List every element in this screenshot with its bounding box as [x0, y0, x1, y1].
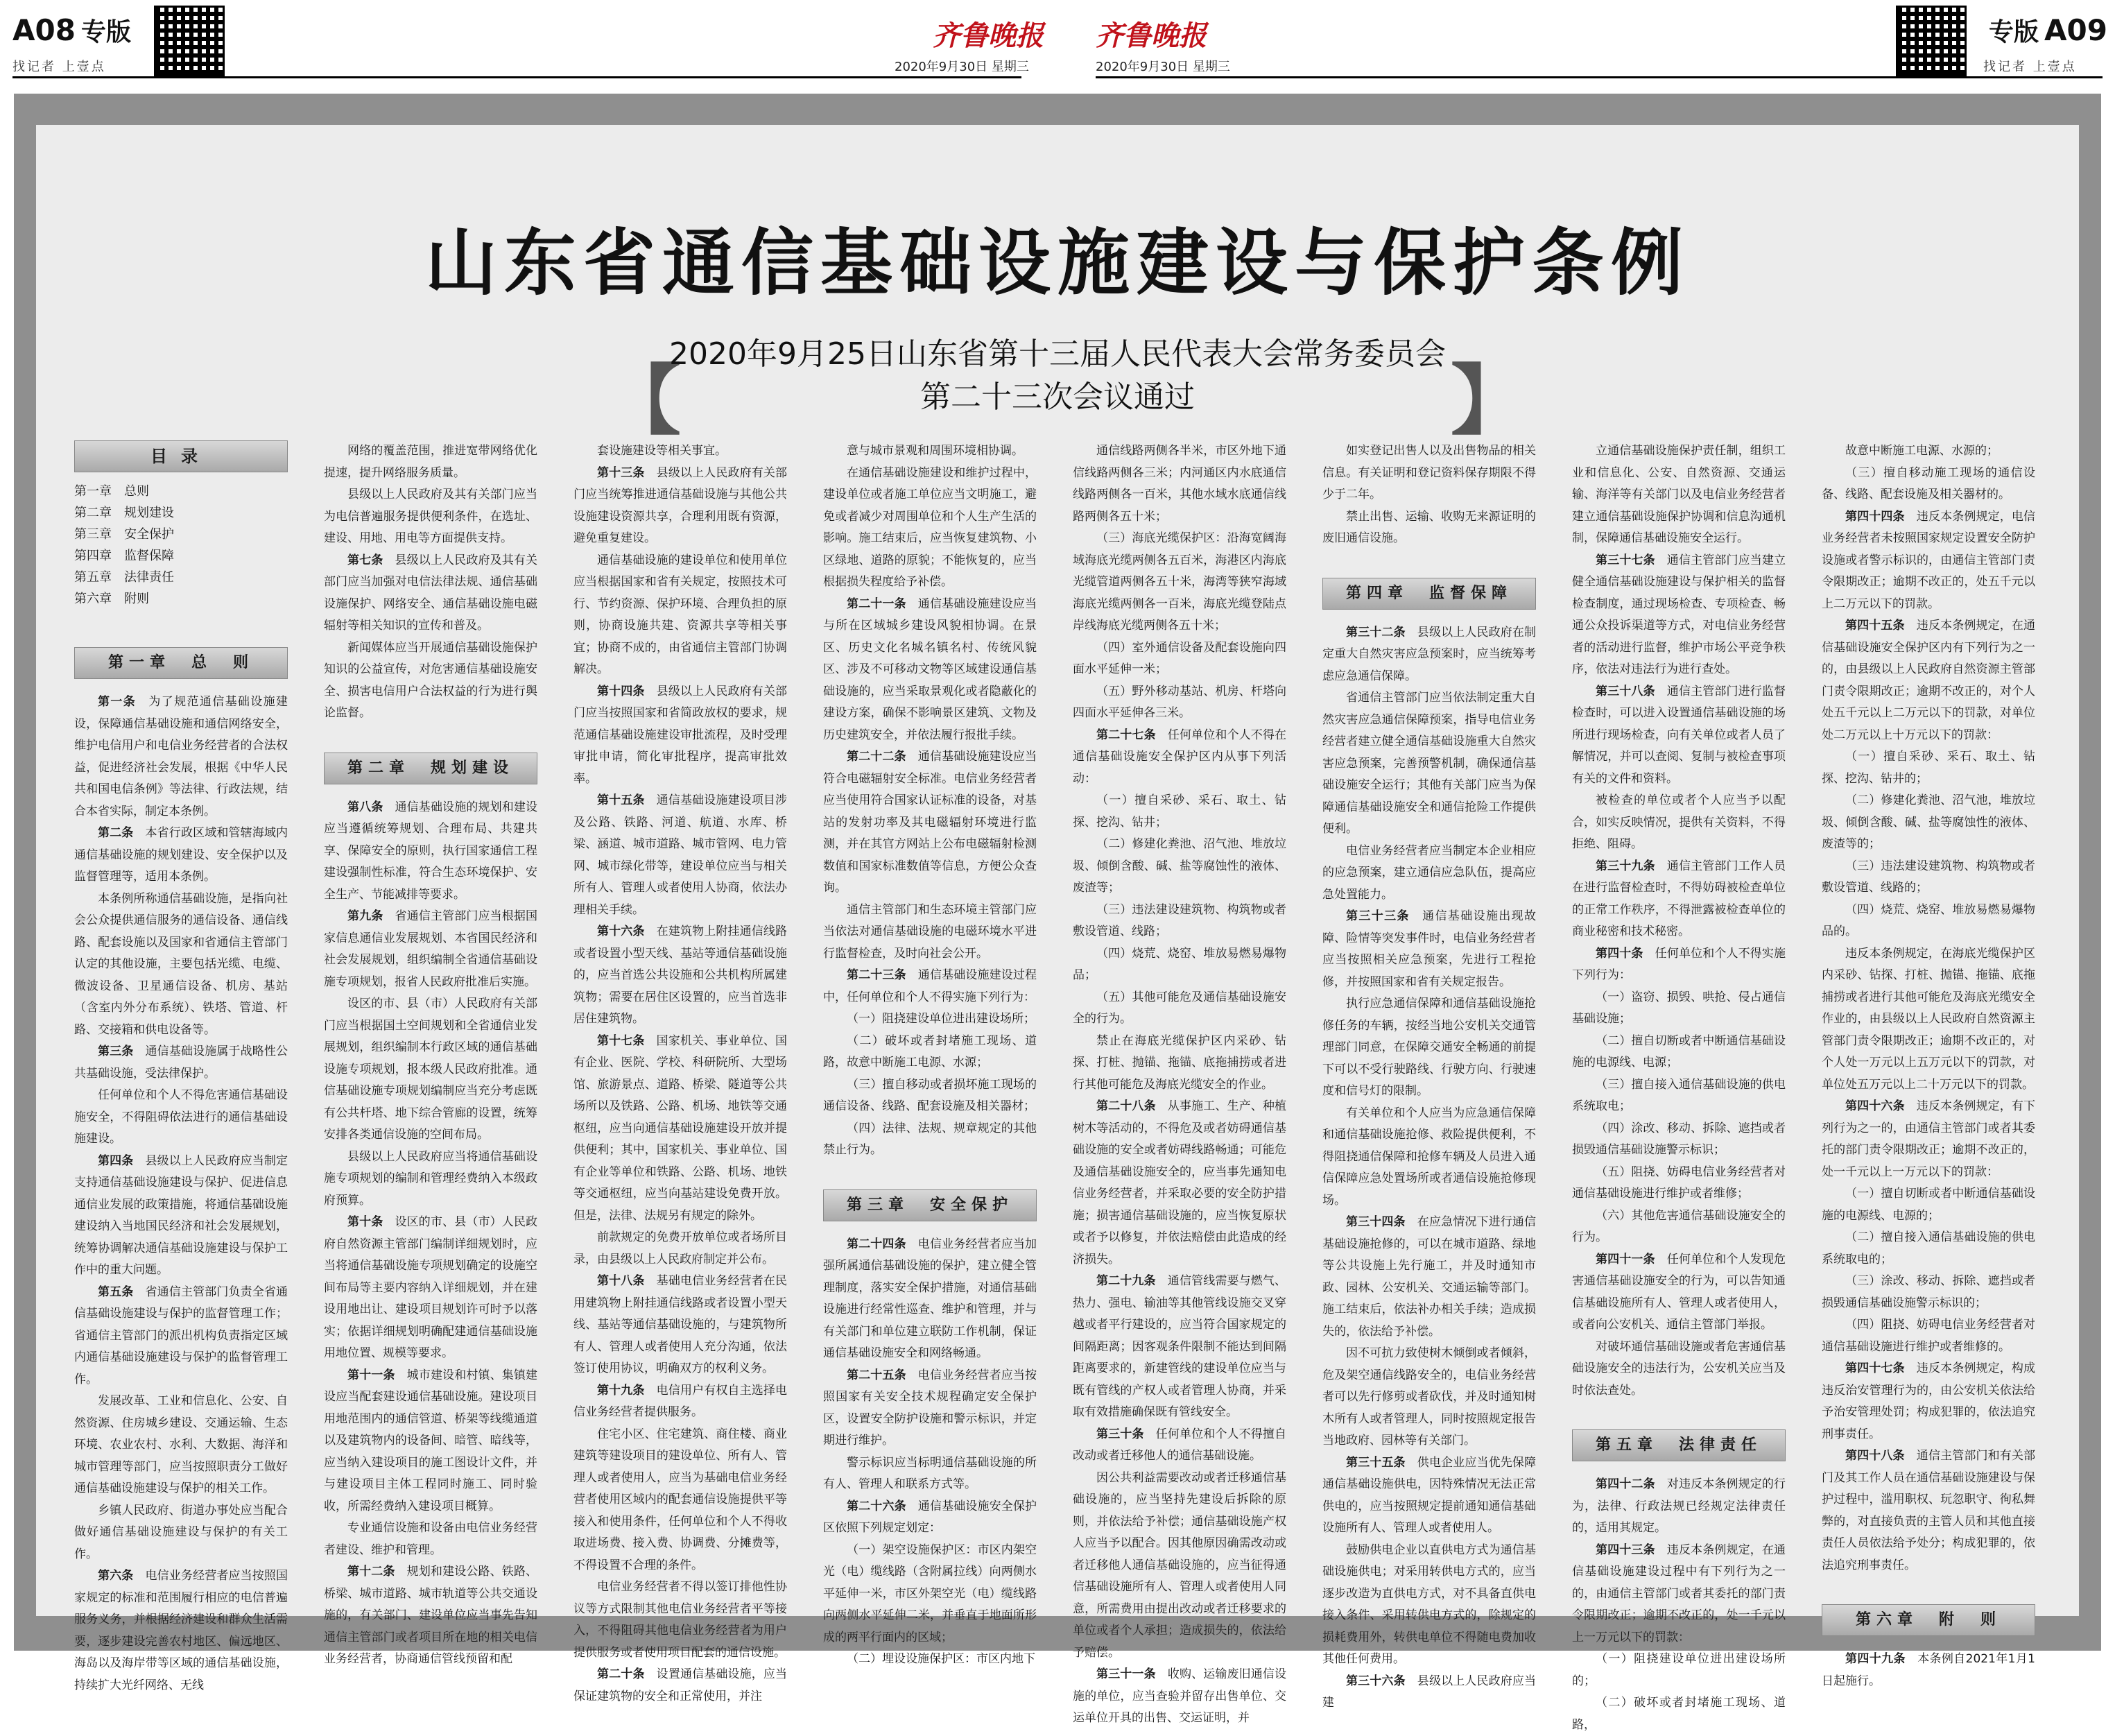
paragraph: 第四十一条 任何单位和个人发现危害通信基础设施安全的行为，可以告知通信基础设施所有人、管理人或者使用人，或者向公安机关、通信主管部门举报。 [1572, 1252, 1786, 1332]
paragraph: （三）海底光缆保护区：沿海宽阔海域海底光缆两侧各五百米，海港区内海底光缆管道两侧各五十米，海湾等狭窄海域海底光缆两侧各一百米，海底光缆登陆点岸线海底光缆两侧各五十米； [1073, 531, 1286, 633]
article-title: 山东省通信基础设施建设与保护条例 [424, 221, 1690, 305]
paragraph: 第三十二条 县级以上人民政府在制定重大自然灾害应急预案时，应当统筹考虑应急通信保障。 [1322, 625, 1537, 683]
paragraph: （三）违法建设建筑物、构筑物或者敷设管道、线路的； [1822, 859, 2035, 895]
paragraph: 第九条 省通信主管部门应当根据国家信息通信业发展规划、本省国民经济和社会发展规划，组织编制全省通信基础设施专项规划，报省人民政府批准后实施。 [324, 909, 538, 989]
right-page-number: 专版 A09 [1989, 13, 2107, 47]
paragraph: （五）其他可能危及通信基础设施安全的行为。 [1073, 990, 1286, 1026]
article-subtitle [36, 333, 2079, 419]
column-text [324, 797, 537, 1671]
left-date: 2020年9月30日 星期三 [895, 60, 1029, 74]
right-date: 2020年9月30日 星期三 [1096, 60, 1230, 74]
paragraph: （二）擅自切断或者中断通信基础设施的电源线、电源； [1572, 1033, 1786, 1069]
paragraph: 因公共利益需要改动或者迁移通信基础设施的，应当坚持先建设后拆除的原则，并依法给予补偿；通信基础设施产权人应当予以配合。因其他原因确需改动或者迁移他人通信基础设施的，应当征得通信基础设施所有人、管理人或者使用人同意，所需费用由提出改动或者迁移要求的单位或者个人承担；造成损失的，依法给予赔偿。 [1073, 1470, 1286, 1660]
paragraph: （一）擅自采砂、采石、取土、钻探、挖沟、钻井； [1073, 793, 1286, 830]
paragraph: 第三十三条 通信基础设施出现故障、险情等突发事件时，电信业务经营者应当按照相关应急预案，先进行工程抢修，并按照国家和省有关规定报告。 [1322, 909, 1537, 989]
paragraph: （三）涂改、移动、拆除、遮挡或者损毁通信基础设施警示标识的； [1822, 1274, 2035, 1310]
column-3 [573, 440, 788, 1703]
paragraph: （三）擅自接入通信基础设施的供电系统取电； [1572, 1077, 1786, 1113]
column-4 [823, 440, 1037, 1666]
toc-item: 第三章 安全保护 [74, 527, 174, 542]
paragraph: 网络的覆盖范围，推进宽带网络优化提速，提升网络服务质量。 [324, 444, 537, 480]
paragraph: 第六条 电信业务经营者应当按照国家规定的标准和范围履行相应的电信普遍服务义务，并根据经济建设和群众生活需要，逐步建设完善农村地区、偏远地区、海岛以及海岸带等区域的通信基础设施，持续扩大光纤网络、无线 [74, 1569, 288, 1692]
paragraph: 第五条 省通信主管部门负责全省通信基础设施建设与保护的监督管理工作；省通信主管部门的派出机构负责指定区域内通信基础设施建设与保护的监督管理工作。 [74, 1284, 288, 1386]
paragraph: 第二十四条 电信业务经营者应当加强所属通信基础设施的保护，建立健全管理制度，落实安全保护措施，对通信基础设施进行经常性巡查、维护和管理，并与有关部门和单位建立联防工作机制，保证通信基础设施安全和网络畅通。 [823, 1237, 1037, 1360]
paragraph: （一）擅自切断或者中断通信基础设施的电源线、电源的； [1822, 1187, 2035, 1223]
chapter-heading: 第四章 监督保障 [1322, 578, 1536, 610]
paragraph: 第二十八条 从事施工、生产、种植树木等活动的，不得危及或者妨碍通信基础设施的安全或者妨碍线路畅通；可能危及通信基础设施安全的，应当事先通知电信业务经营者，并采取必要的安全防护措施；损害通信基础设施的，应当恢复原状或者予以修复，并依法赔偿由此造成的经济损失。 [1073, 1099, 1287, 1266]
paragraph: 第二十一条 通信基础设施建设应当与所在区域城乡建设风貌相协调。在景区、历史文化名城名镇名村、传统风貌区、涉及不可移动文物等区域建设通信基础设施的，应当采取景观化或者隐蔽化的建设方案，确保不影响景区建筑、文物及历史建筑安全，并依法履行报批手续。 [823, 596, 1037, 742]
chapter-heading: 第二章 规划建设 [324, 753, 537, 784]
paragraph: （一）架空设施保护区：市区内架空光（电）缆线路（含附属拉线）向两侧水平延伸一米，市区外架空光（电）缆线路向两侧水平延伸二米，并垂直于地面所形成的两平行面内的区域； [823, 1542, 1037, 1644]
column-text [823, 440, 1037, 1162]
left-page-number: A08 专版 [12, 13, 131, 47]
qr-code-icon [154, 6, 225, 76]
paragraph: 发展改革、工业和信息化、公安、自然资源、住房城乡建设、交通运输、生态环境、农业农村、水利、大数据、海洋和城市管理等部门，应当按照职责分工做好通信基础设施建设与保护的相关工作。 [74, 1394, 288, 1495]
column-text [573, 440, 787, 1708]
toc-item: 第六章 附则 [74, 592, 149, 606]
paragraph: 对破坏通信基础设施或者危害通信基础设施安全的违法行为，公安机关应当及时依法查处。 [1572, 1339, 1786, 1398]
paragraph: （二）擅自接入通信基础设施的供电系统取电的； [1822, 1230, 2035, 1266]
page-header [0, 0, 2115, 90]
paragraph: 第四十条 任何单位和个人不得实施下列行为： [1572, 946, 1786, 982]
paragraph: 第三十七条 通信主管部门应当建立健全通信基础设施建设与保护相关的监督检查制度，通过现场检查、专项检查、畅通公众投诉渠道等方式，对电信业务经营者的活动进行监督，维护市场公平竞争秩序，依法对违法行为进行查处。 [1572, 553, 1786, 676]
paragraph: （一）阻挠建设单位进出建设场所； [847, 1012, 1035, 1026]
paragraph: 执行应急通信保障和通信基础设施抢修任务的车辆，按经当地公安机关交通管理部门同意，在保障交通安全畅通的前提下可以不受行驶路线、行驶方向、行驶速度和信号灯的限制。 [1322, 997, 1536, 1098]
paragraph: 鼓励供电企业以直供电方式为通信基础设施供电；对采用转供电方式的，应当逐步改造为直供电方式，对不具备直供电接入条件、采用转供电方式的，除规定的损耗费用外，转供电单位不得随电费加收其他任何费用。 [1322, 1542, 1536, 1666]
column-text [1572, 440, 1786, 1402]
column-text [74, 691, 288, 1696]
paragraph: 通信基础设施的建设单位和使用单位应当根据国家和省有关规定，按照技术可行、节约资源、保护环境、合理负担的原则，协商设施共建、资源共享等相关事宜；协商不成的，由省通信主管部门协调解决。 [573, 553, 787, 676]
paragraph: （四）涂改、移动、拆除、遮挡或者损毁通信基础设施警示标识； [1572, 1121, 1786, 1157]
paragraph: 第三十条 任何单位和个人不得擅自改动或者迁移他人的通信基础设施。 [1073, 1427, 1287, 1463]
column-2 [324, 440, 538, 1666]
paragraph: 乡镇人民政府、街道办事处应当配合做好通信基础设施建设与保护的有关工作。 [74, 1503, 288, 1561]
header-rule [1096, 76, 2103, 78]
subtitle-line: 2020年9月25日山东省第十三届人民代表大会常务委员会 [669, 336, 1446, 372]
paragraph: 新闻媒体应当开展通信基础设施保护知识的公益宣传，对危害通信基础设施安全、损害电信用户合法权益的行为进行舆论监督。 [324, 640, 537, 720]
paragraph: 第七条 县级以上人民政府及其有关部门应当加强对电信法律法规、通信基础设施保护、网络安全、通信基础设施电磁辐射等相关知识的宣传和普及。 [324, 553, 538, 633]
chapter-heading: 第六章 附 则 [1822, 1604, 2035, 1636]
paragraph: 第二十二条 通信基础设施建设应当符合电磁辐射安全标准。电信业务经营者应当使用符合国家认证标准的设备，对基站的发射功率及其电磁辐射环境进行监测，并在其官方网站上公布电磁辐射检测数值和国家标准数值等信息，方便公众查询。 [823, 750, 1037, 895]
paragraph: 县级以上人民政府应当将通信基础设施专项规划的编制和管理经费纳入本级政府预算。 [324, 1149, 537, 1208]
table-of-contents [74, 481, 288, 610]
paragraph: 套设施建设等相关事宜。 [597, 444, 727, 458]
paragraph: （五）阻挠、妨碍电信业务经营者对通信基础设施进行维护或者维修； [1572, 1165, 1786, 1201]
toc-heading: 目录 [74, 440, 288, 472]
chapter-heading: 第五章 法律责任 [1572, 1429, 1786, 1461]
paragraph: 任何单位和个人不得危害通信基础设施安全，不得阻碍依法进行的通信基础设施建设。 [74, 1088, 288, 1146]
paragraph: 第二十六条 通信基础设施安全保护区依照下列规定划定： [823, 1499, 1037, 1535]
column-text [1822, 440, 2035, 1576]
paragraph: （一）擅自采砂、采石、取土、钻探、挖沟、钻井的； [1822, 750, 2035, 786]
chapter-heading: 第三章 安全保护 [823, 1189, 1037, 1221]
paragraph: 设区的市、县（市）人民政府有关部门应当根据国土空间规划和全省通信业发展规划，组织编制本行政区域的通信基础设施专项规划，报本级人民政府批准。通信基础设施专项规划编制应当充分考虑既有公共杆塔、地下综合管廊的设置，统筹安排各类通信设施的空间布局。 [324, 997, 537, 1142]
column-text [1572, 1474, 1786, 1736]
paragraph: （四）法律、法规、规章规定的其他禁止行为。 [823, 1121, 1037, 1157]
paragraph: 电信业务经营者不得以签订排他性协议等方式限制其他电信业务经营者平等接入，不得阻碍其他电信业务经营者为用户提供服务或者使用项目配套的通信设施。 [573, 1580, 787, 1660]
paragraph: （二）埋设设施保护区：市区内地下 [847, 1652, 1035, 1666]
paragraph: （三）违法建设建筑物、构筑物或者敷设管道、线路； [1073, 902, 1286, 938]
article-columns [74, 440, 2044, 1732]
paragraph: 第十六条 在建筑物上附挂通信线路或者设置小型天线、基站等通信基础设施的，应当首选公共设施和公共机构所属建筑物；需要在居住区设置的，应当首选非居住建筑物。 [573, 925, 788, 1026]
paragraph: 通信线路两侧各半米，市区外地下通信线路两侧各三米；内河通区内水底通信线路两侧各一百米，其他水域水底通信线路两侧各五十米； [1073, 444, 1286, 524]
paragraph: 第三十一条 收购、运输废旧通信设施的单位，应当查验并留存出售单位、交运单位开具的出售、交运证明，并 [1073, 1667, 1287, 1725]
paragraph: 因不可抗力致使树木倾倒或者倾斜，危及架空通信线路安全的，电信业务经营者可以先行修剪或者砍伐，并及时通知树木所有人或者管理人，同时按照规定报告当地政府、园林等有关部门。 [1322, 1346, 1536, 1447]
paragraph: 第三十五条 供电企业应当优先保障通信基础设施供电，因特殊情况无法正常供电的，应当按照规定提前通知通信基础设施所有人、管理人或者使用人。 [1322, 1455, 1537, 1535]
right-subtext: 找记者 上壹点 [1983, 60, 2077, 74]
paragraph: 住宅小区、住宅建筑、商住楼、商业建筑等建设项目的建设单位、所有人、管理人或者使用人，应当为基础电信业务经营者使用区域内的配套通信设施提供平等接入和使用条件，任何单位和个人不得收取进场费、接入费、协调费、分摊费等，不得设置不合理的条件。 [573, 1427, 787, 1572]
paragraph: （二）破坏或者封堵施工现场、道路，故意中断施工电源、水源； [823, 1033, 1037, 1069]
paragraph: 违反本条例规定，在海底光缆保护区内采砂、钻探、打桩、抛锚、拖锚、底拖捕捞或者进行其他可能危及海底光缆安全作业的，由县级以上人民政府自然资源主管部门责令限期改正；逾期不改正的，对个人处一万元以上五万元以下的罚款，对单位处五万元以上二十万元以下的罚款。 [1822, 946, 2035, 1092]
paragraph: 如实登记出售人以及出售物品的相关信息。有关证明和登记资料保存期限不得少于二年。 [1322, 444, 1536, 501]
paragraph: （四）烧荒、烧窑、堆放易燃易爆物品的。 [1822, 902, 2035, 938]
paragraph: （二）破坏或者封堵施工现场、道路， [1572, 1696, 1786, 1732]
paragraph: 第四十六条 违反本条例规定，有下列行为之一的，由通信主管部门或者其委托的部门责令限期改正；逾期不改正的，处一千元以上一万元以下的罚款： [1822, 1099, 2036, 1179]
paragraph: 第十条 设区的市、县（市）人民政府自然资源主管部门编制详细规划时，应当将通信基础设施专项规划确定的设施空间布局等主要内容纳入详细规划，并在建设用地出让、建设项目规划许可时予以落实；依据详细规划明确配建通信基础设施用地位置、规模等要求。 [324, 1215, 538, 1360]
column-6 [1322, 440, 1537, 1710]
paragraph: 第十三条 县级以上人民政府有关部门应当统筹推进通信基础设施与其他公共设施建设资源共享，合理利用既有资源，避免重复建设。 [573, 465, 788, 545]
paragraph: 第四十八条 通信主管部门和有关部门及其工作人员在通信基础设施建设与保护过程中，滥用职权、玩忽职守、徇私舞弊的，对直接负责的主管人员和其他直接责任人员依法给予处分；构成犯罪的，依法追究刑事责任。 [1822, 1449, 2036, 1572]
column-7 [1572, 440, 1786, 1732]
left-subtext: 找记者 上壹点 [12, 60, 106, 74]
paragraph: 第四十三条 违反本条例规定，在通信基础设施建设过程中有下列行为之一的，由通信主管部门或者其委托的部门责令限期改正；逾期不改正的，处一千元以上一万元以下的罚款： [1572, 1542, 1786, 1644]
paragraph: 有关单位和个人应当为应急通信保障和通信基础设施抢修、救险提供便利，不得阻挠通信保障和抢修车辆及人员进入通信保障应急处置场所或者通信设施抢修现场。 [1322, 1106, 1536, 1208]
paragraph: （三）擅自移动施工现场的通信设备、线路、配套设施及相关器材的。 [1822, 465, 2035, 501]
paragraph: 第二十七条 任何单位和个人不得在通信基础设施安全保护区内从事下列活动： [1073, 728, 1287, 786]
paragraph: （一）阻挠建设单位进出建设场所的； [1572, 1652, 1786, 1688]
paragraph: 被检查的单位或者个人应当予以配合，如实反映情况，提供有关资料，不得拒绝、阻碍。 [1572, 793, 1786, 851]
paragraph: 第十八条 基础电信业务经营者在民用建筑物上附挂通信线路或者设置小型天线、基站等通信基础设施的，与建筑物所有人、管理人或者使用人充分沟通，依法签订使用协议，明确双方的权利义务。 [573, 1274, 788, 1375]
paragraph: 前款规定的免费开放单位或者场所目录，由县级以上人民政府制定并公布。 [573, 1230, 787, 1266]
paragraph: 省通信主管部门应当依法制定重大自然灾害应急通信保障预案，指导电信业务经营者建立健全通信基础设施重大自然灾害应急预案，完善预警机制，确保通信基础设施安全运行；其他有关部门应当为保障通信基础设施安全和通信抢险工作提供便利。 [1322, 691, 1536, 836]
toc-item: 第一章 总则 [74, 484, 149, 499]
paragraph: 第三十四条 在应急情况下进行通信基础设施抢修的，可以在城市道路、绿地等公共设施上先行施工，并及时通知市政、园林、公安机关、交通运输等部门。施工结束后，依法补办相关手续；造成损失的，依法给予补偿。 [1322, 1215, 1537, 1339]
paragraph: （四）阻挠、妨碍电信业务经营者对通信基础设施进行维护或者维修的。 [1822, 1318, 2035, 1354]
column-text [823, 1234, 1037, 1671]
column-text [324, 440, 537, 725]
column-5 [1073, 440, 1287, 1725]
paragraph: 第十九条 电信用户有权自主选择电信业务经营者提供服务。 [573, 1383, 788, 1419]
paragraph: 第二十条 设置通信基础设施，应当保证建筑物的安全和正常使用，并注 [573, 1667, 788, 1703]
toc-item: 第四章 监督保障 [74, 549, 174, 563]
toc-item: 第五章 法律责任 [74, 570, 174, 585]
paragraph: 在通信基础设施建设和维护过程中，建设单位或者施工单位应当文明施工，避免或者减少对周围单位和个人生产生活的影响。施工结束后，应当恢复建筑物、小区绿地、道路的原貌；不能恢复的，应当根据损失程度给予补偿。 [823, 465, 1037, 589]
paragraph: 立通信基础设施保护责任制，组织工业和信息化、公安、自然资源、交通运输、海洋等有关部门以及电信业务经营者建立通信基础设施保护协调和信息沟通机制，保障通信基础设施安全运行。 [1572, 444, 1786, 545]
bracket-left: 【 [605, 356, 681, 445]
paragraph: 第二十九条 通信管线需要与燃气、热力、强电、输油等其他管线设施交叉穿越或者平行建设的，应当符合国家规定的间隔距离；因客观条件限制不能达到间隔距离要求的，新建管线的建设单位应当与既有管线的产权人或者管理人协商，并采取有效措施确保既有管线安全。 [1073, 1274, 1287, 1419]
paragraph: 第三条 通信基础设施属于战略性公共基础设施，受法律保护。 [74, 1045, 288, 1081]
paragraph: 电信业务经营者应当制定本企业相应的应急预案，建立通信应急队伍，提高应急处置能力。 [1322, 843, 1536, 902]
paragraph: 第八条 通信基础设施的规划和建设应当遵循统筹规划、合理布局、共建共享、保障安全的原则，执行国家通信工程建设强制性标准，符合生态环境保护、安全生产、节能减排等要求。 [324, 800, 538, 902]
paragraph: （六）其他危害通信基础设施安全的行为。 [1572, 1208, 1786, 1244]
left-paper-logo: 齐鲁晚报 [933, 19, 1044, 52]
paragraph: （三）擅自移动或者损坏施工现场的通信设备、线路、配套设施及相关器材； [823, 1077, 1037, 1113]
paragraph: 禁止出售、运输、收购无来源证明的废旧通信设施。 [1322, 509, 1536, 545]
header-rule [12, 76, 1021, 78]
column-text [1322, 440, 1536, 550]
paragraph: 县级以上人民政府及其有关部门应当为电信普遍服务提供便利条件，在选址、建设、用地、用电等方面提供支持。 [324, 488, 537, 545]
paragraph: 第四十五条 违反本条例规定，在通信基础设施安全保护区内有下列行为之一的，由县级以上人民政府自然资源主管部门责令限期改正；逾期不改正的，对个人处五千元以上二万元以下的罚款，对单位处二万元以上十万元以下的罚款： [1822, 619, 2036, 742]
paragraph: 第四十七条 违反本条例规定，构成违反治安管理行为的，由公安机关依法给予治安管理处罚；构成犯罪的，依法追究刑事责任。 [1822, 1361, 2036, 1441]
subtitle-line: 第二十三次会议通过 [920, 379, 1195, 415]
column-1 [74, 440, 288, 1692]
paragraph: 第三十八条 通信主管部门进行监督检查时，可以进入设置通信基础设施的场所进行现场检查，向有关单位或者人员了解情况，并可以查阅、复制与被检查事项有关的文件和资料。 [1572, 684, 1786, 786]
chapter-heading: 第一章 总 则 [74, 647, 288, 679]
paragraph: 第二十三条 通信基础设施建设过程中，任何单位和个人不得实施下列行为： [823, 968, 1037, 1004]
paragraph: 禁止在海底光缆保护区内采砂、钻探、打桩、抛锚、拖锚、底拖捕捞或者进行其他可能危及海底光缆安全的作业。 [1073, 1033, 1286, 1092]
paragraph: 本条例所称通信基础设施，是指向社会公众提供通信服务的通信设备、通信线路、配套设施以及国家和省通信主管部门认定的其他设施，主要包括光缆、电缆、微波设备、卫星通信设备、机房、基站（含室内外分布系统）、铁塔、管道、杆路、交接箱和供电设备等。 [74, 891, 288, 1037]
qr-code-icon [1896, 6, 1967, 76]
paragraph: 通信主管部门和生态环境主管部门应当依法对通信基础设施的电磁环境水平进行监督检查，及时向社会公开。 [823, 902, 1037, 961]
paragraph: 第十五条 通信基础设施建设项目涉及公路、铁路、河道、航道、水库、桥梁、涵道、城市道路、城市管网、电力管网、城市绿化带等，建设单位应当与相关所有人、管理人或者使用人协商，依法办理相关手续。 [573, 793, 788, 917]
paragraph: 意与城市景观和周围环境相协调。 [847, 444, 1024, 458]
paragraph: 第一条 为了规范通信基础设施建设，保障通信基础设施和通信网络安全，维护电信用户和电信业务经营者的合法权益，促进经济社会发展，根据《中华人民共和国电信条例》等法律、行政法规，结合本省实际，制定本条例。 [74, 695, 288, 818]
paragraph: 第四十二条 对违反本条例规定的行为，法律、行政法规已经规定法律责任的，适用其规定。 [1572, 1477, 1786, 1535]
paragraph: 第十四条 县级以上人民政府有关部门应当按照国家和省简政放权的要求，规范通信基础设施建设审批流程，及时受理审批申请，简化审批程序，提高审批效率。 [573, 684, 788, 786]
column-text [1073, 440, 1286, 1730]
paragraph: 警示标识应当标明通信基础设施的所有人、管理人和联系方式等。 [823, 1455, 1037, 1491]
paragraph: 第四十九条 本条例自2021年1月1日起施行。 [1822, 1652, 2035, 1688]
bracket-right: 】 [1451, 356, 1527, 445]
column-text [1322, 622, 1536, 1714]
paragraph: （二）修建化粪池、沼气池，堆放垃圾、倾倒含酸、碱、盐等腐蚀性的液体、废渣等的； [1822, 793, 2035, 851]
paragraph: 第十一条 城市建设和村镇、集镇建设应当配套建设通信基础设施。建设项目用地范围内的通信管道、桥架等线缆通道以及建筑物内的设备间、暗管、暗线等，应当纳入建设项目的施工图设计文件，并与建设项目主体工程同时施工、同时验收，所需经费纳入建设项目概算。 [324, 1368, 538, 1513]
paragraph: （五）野外移动基站、机房、杆塔向四面水平延伸各三米。 [1073, 684, 1286, 720]
paragraph: （四）烧荒、烧窑、堆放易燃易爆物品； [1073, 946, 1286, 982]
column-8 [1822, 440, 2036, 1688]
paragraph: （二）修建化粪池、沼气池、堆放垃圾、倾倒含酸、碱、盐等腐蚀性的液体、废渣等； [1073, 837, 1286, 895]
right-paper-logo: 齐鲁晚报 [1096, 19, 1207, 52]
paragraph: 第十二条 规划和建设公路、铁路、桥梁、城市道路、城市轨道等公共交通设施的，有关部门、建设单位应当事先告知通信主管部门或者项目所在地的相关电信业务经营者，协商通信管线预留和配 [324, 1565, 538, 1666]
article-panel [36, 125, 2079, 1732]
paragraph: 第十七条 国家机关、事业单位、国有企业、医院、学校、科研院所、大型场馆、旅游景点、道路、桥梁、隧道等公共场所以及铁路、公路、机场、地铁等交通枢纽，应当向通信基础设施建设开放并提供便利；其中，国家机关、事业单位、国有企业等单位和铁路、公路、机场、地铁等交通枢纽，应当向基站建设免费开放。但是，法律、法规另有规定的除外。 [573, 1033, 788, 1223]
paragraph: 第二十五条 电信业务经营者应当按照国家有关安全技术规程确定安全保护区，设置安全防护设施和警示标识，并定期进行维护。 [823, 1368, 1037, 1447]
paragraph: 故意中断施工电源、水源的； [1845, 444, 1999, 458]
paragraph: 第二条 本省行政区域和管辖海域内通信基础设施的规划建设、安全保护以及监督管理等，适用本条例。 [74, 826, 288, 884]
paragraph: 第三十九条 通信主管部门工作人员在进行监督检查时，不得妨碍被检查单位的正常工作秩序，不得泄露被检查单位的商业秘密和技术秘密。 [1572, 859, 1786, 938]
toc-item: 第二章 规划建设 [74, 506, 174, 520]
paragraph: 第四十四条 违反本条例规定，电信业务经营者未按照国家规定设置安全防护设施或者警示标识的，由通信主管部门责令限期改正；逾期不改正的，处五千元以上二万元以下的罚款。 [1822, 509, 2036, 611]
column-text [1822, 1649, 2035, 1692]
paragraph: （一）盗窃、损毁、哄抢、侵占通信基础设施； [1572, 990, 1786, 1026]
paragraph: 第三十六条 县级以上人民政府应当建 [1322, 1674, 1537, 1710]
paragraph: 专业通信设施和设备由电信业务经营者建设、维护和管理。 [324, 1521, 537, 1557]
paragraph: 第四条 县级以上人民政府应当制定支持通信基础设施建设与保护、促进信息通信业发展的政策措施，将通信基础设施建设纳入当地国民经济和社会发展规划，统筹协调解决通信基础设施建设与保护工作中的重大问题。 [74, 1153, 288, 1277]
paragraph: （四）室外通信设备及配套设施向四面水平延伸一米； [1073, 640, 1286, 676]
